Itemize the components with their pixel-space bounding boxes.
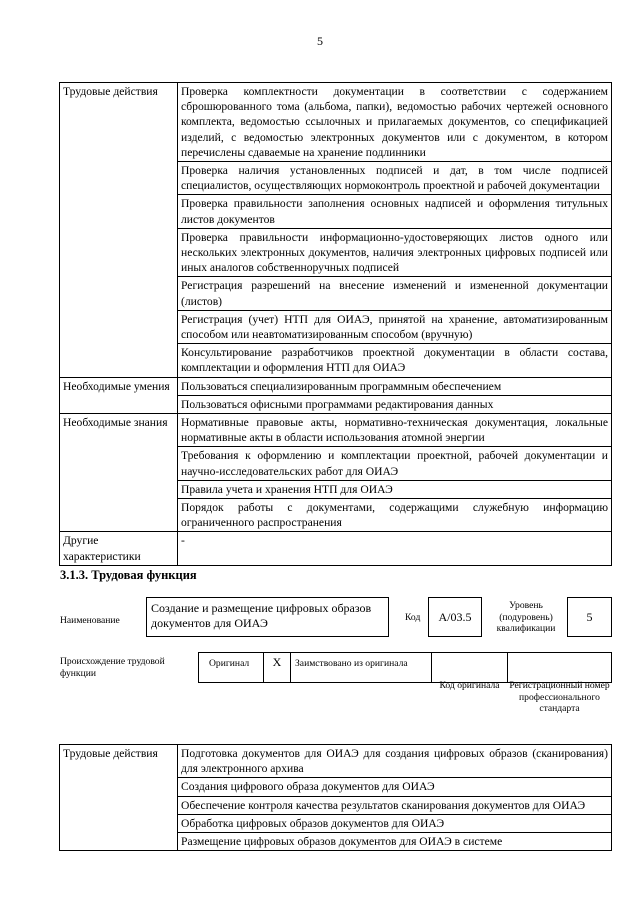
table-cell: Проверка наличия установленных подписей и дат, в том числе подписей специалистов, осуществляющих нормоконтроль проектной и рабочей документации — [178, 162, 612, 195]
level-label: Уровень (подуровень) квалификации — [496, 600, 556, 634]
original-cell — [198, 652, 264, 683]
table-cell: Регистрация (учет) НТП для ОИАЭ, принятой на хранение, автоматизированным способом или неавтоматизированным способом (вручную) — [178, 310, 612, 343]
table-cell: Проверка правильности заполнения основных надписей и оформления титульных листов документов — [178, 195, 612, 228]
table-cell: Правила учета и хранения НТП для ОИАЭ — [178, 480, 612, 498]
table-cell: - — [178, 532, 612, 565]
code-original-caption: Код оригинала — [439, 680, 500, 691]
section-title: 3.1.3. Трудовая функция — [60, 568, 197, 582]
table-cell: Размещение цифровых образов документов для ОИАЭ в системе — [178, 833, 612, 851]
original-mark: X — [272, 655, 282, 669]
code-label: Код — [405, 612, 421, 623]
page-number: 5 — [317, 34, 323, 48]
table-cell: Обеспечение контроля качества результатов сканирования документов для ОИАЭ — [178, 796, 612, 814]
table-cell: Нормативные правовые акты, нормативно-техническая документация, локальные нормативные акты в области использования атомной энергии — [178, 414, 612, 447]
reg-number-cell — [507, 652, 612, 683]
requirements-table — [59, 82, 612, 566]
table-cell: Пользоваться специализированным программным обеспечением — [178, 377, 612, 395]
borrowed-label: Заимствовано из оригинала — [295, 658, 408, 669]
table-cell: Проверка правильности информационно-удостоверяющих листов одного или нескольких электронных документов, наличия электронных цифровых подписей или иных аналогов собственноручных подписей — [178, 228, 612, 277]
table-cell: Обработка цифровых образов документов для ОИАЭ — [178, 814, 612, 832]
table-row — [60, 745, 612, 778]
table-cell: Подготовка документов для ОИАЭ для создания цифровых образов (сканирования) для электронного архива — [178, 745, 612, 778]
work-actions-table — [59, 744, 612, 851]
table-cell: Требования к оформлению и комплектации проектной, рабочей документации и научно-исследовательских работ для ОИАЭ — [178, 447, 612, 480]
row-label: Трудовые действия — [60, 745, 178, 851]
row-label: Другие характеристики — [60, 532, 178, 565]
code-original-cell — [431, 652, 508, 683]
table-row — [60, 377, 612, 395]
code-value: A/03.5 — [438, 610, 472, 624]
level-box — [567, 597, 612, 637]
function-name: Создание и размещение цифровых образов документов для ОИАЭ — [151, 601, 372, 630]
code-box — [428, 597, 482, 637]
table-row — [60, 532, 612, 565]
table-cell: Пользоваться офисными программами редактирования данных — [178, 395, 612, 413]
borrowed-cell — [290, 652, 432, 683]
row-label: Необходимые знания — [60, 414, 178, 532]
original-mark-cell — [263, 652, 291, 683]
table-cell: Порядок работы с документами, содержащими служебную информацию ограниченного распространения — [178, 499, 612, 532]
row-label: Необходимые умения — [60, 377, 178, 413]
reg-number-caption: Регистрационный номер профессионального стандарта — [509, 680, 610, 714]
name-label: Наименование — [60, 615, 120, 626]
table-row — [60, 414, 612, 447]
table-cell: Создания цифрового образа документов для ОИАЭ — [178, 778, 612, 796]
level-value: 5 — [586, 610, 593, 624]
table-cell: Проверка комплектности документации в соответствии с содержанием сброшюрованного тома (альбома, папки), ведомостью рабочих чертежей основного комплекта, ведомостью ссылочных и прилагаемых документов, со спецификацией изделий, с ведомостью электронных документов или с документом, в котором перечислены сдаваемые на хранение подлинники — [178, 83, 612, 162]
table-row — [60, 83, 612, 162]
table-cell: Консультирование разработчиков проектной документации в области состава, комплектации и оформления НТП для ОИАЭ — [178, 344, 612, 377]
origin-label: Происхождение трудовой функции — [60, 656, 165, 679]
original-label: Оригинал — [209, 658, 250, 669]
table-cell: Регистрация разрешений на внесение изменений и измененной документации (листов) — [178, 277, 612, 310]
row-label: Трудовые действия — [60, 83, 178, 378]
function-name-box — [146, 597, 389, 637]
